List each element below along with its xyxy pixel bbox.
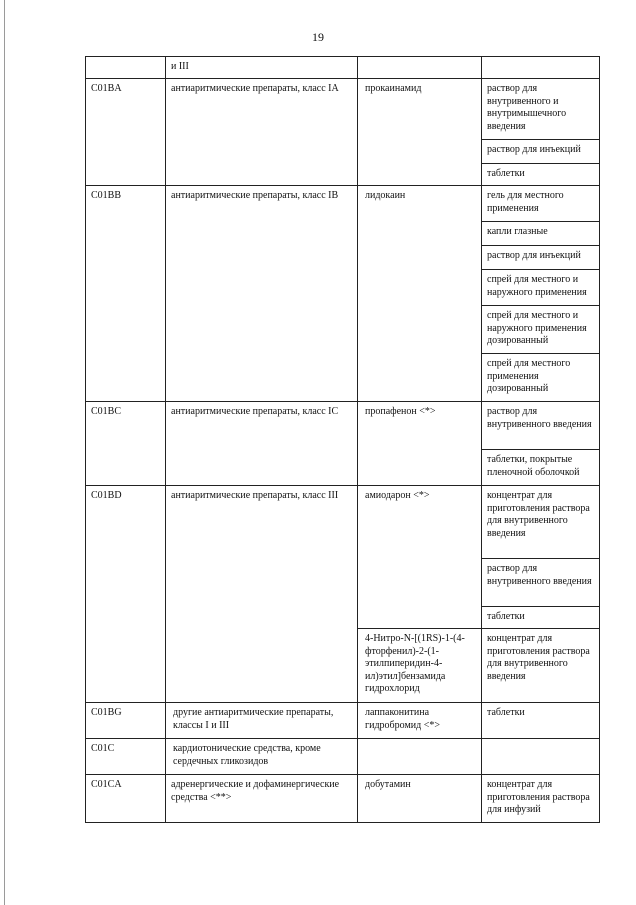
group-cell: кардиотонические средства, кроме сердечных гликозидов (166, 739, 358, 775)
group-cell: антиаритмические препараты, класс IA (166, 79, 358, 186)
form-cell (482, 57, 600, 79)
drug-cell: лидокаин (358, 186, 482, 402)
table-row (86, 57, 600, 79)
code-cell: C01C (86, 739, 166, 775)
table-row (86, 775, 600, 823)
group-cell: адренергические и дофаминергические средства <**> (166, 775, 358, 823)
form-cell: гель для местного применения (482, 186, 600, 222)
form-cell: спрей для местного и наружного применения дозированный (482, 306, 600, 354)
code-cell (86, 57, 166, 79)
form-cell: раствор для инъекций (482, 140, 600, 164)
code-cell: C01BC (86, 402, 166, 486)
form-cell: капли глазные (482, 222, 600, 246)
page-number: 19 (312, 30, 324, 44)
group-cell: и III (166, 57, 358, 79)
drug-cell: 4-Нитро-N-[(1RS)-1-(4-фторфенил)-2-(1-этилпиперидин-4-ил)этил]бензамида гидрохлорид (358, 629, 482, 703)
form-cell: раствор для внутривенного введения (482, 559, 600, 607)
table-row (86, 703, 600, 739)
form-cell: таблетки (482, 607, 600, 629)
code-cell: C01BD (86, 486, 166, 703)
form-cell: спрей для местного и наружного применения (482, 270, 600, 306)
drug-cell: добутамин (358, 775, 482, 823)
form-cell: раствор для внутривенного введения (482, 402, 600, 450)
table-row (86, 402, 600, 450)
table-row (86, 739, 600, 775)
form-cell: раствор для внутривенного и внутримышечного введения (482, 79, 600, 140)
code-cell: C01BG (86, 703, 166, 739)
drug-classification-table (85, 56, 600, 823)
code-cell: C01BB (86, 186, 166, 402)
form-cell: раствор для инъекций (482, 246, 600, 270)
form-cell: концентрат для приготовления раствора для внутривенного введения (482, 486, 600, 559)
table-row (86, 186, 600, 222)
code-cell: C01CA (86, 775, 166, 823)
form-cell: спрей для местного применения дозированный (482, 354, 600, 402)
code-cell: C01BA (86, 79, 166, 186)
drug-cell (358, 739, 482, 775)
group-cell: другие антиаритмические препараты, классы I и III (166, 703, 358, 739)
drug-cell: прокаинамид (358, 79, 482, 186)
form-cell: концентрат для приготовления раствора для инфузий (482, 775, 600, 823)
drug-cell (358, 57, 482, 79)
drug-cell: лаппаконитина гидробромид <*> (358, 703, 482, 739)
form-cell: таблетки, покрытые пленочной оболочкой (482, 450, 600, 486)
form-cell: концентрат для приготовления раствора для внутривенного введения (482, 629, 600, 703)
scan-edge-line (4, 0, 5, 905)
drug-cell: амиодарон <*> (358, 486, 482, 629)
table-row (86, 486, 600, 559)
drug-cell: пропафенон <*> (358, 402, 482, 486)
form-cell: таблетки (482, 164, 600, 186)
form-cell (482, 739, 600, 775)
group-cell: антиаритмические препараты, класс IC (166, 402, 358, 486)
form-cell: таблетки (482, 703, 600, 739)
table-row (86, 79, 600, 140)
group-cell: антиаритмические препараты, класс III (166, 486, 358, 703)
group-cell: антиаритмические препараты, класс IB (166, 186, 358, 402)
